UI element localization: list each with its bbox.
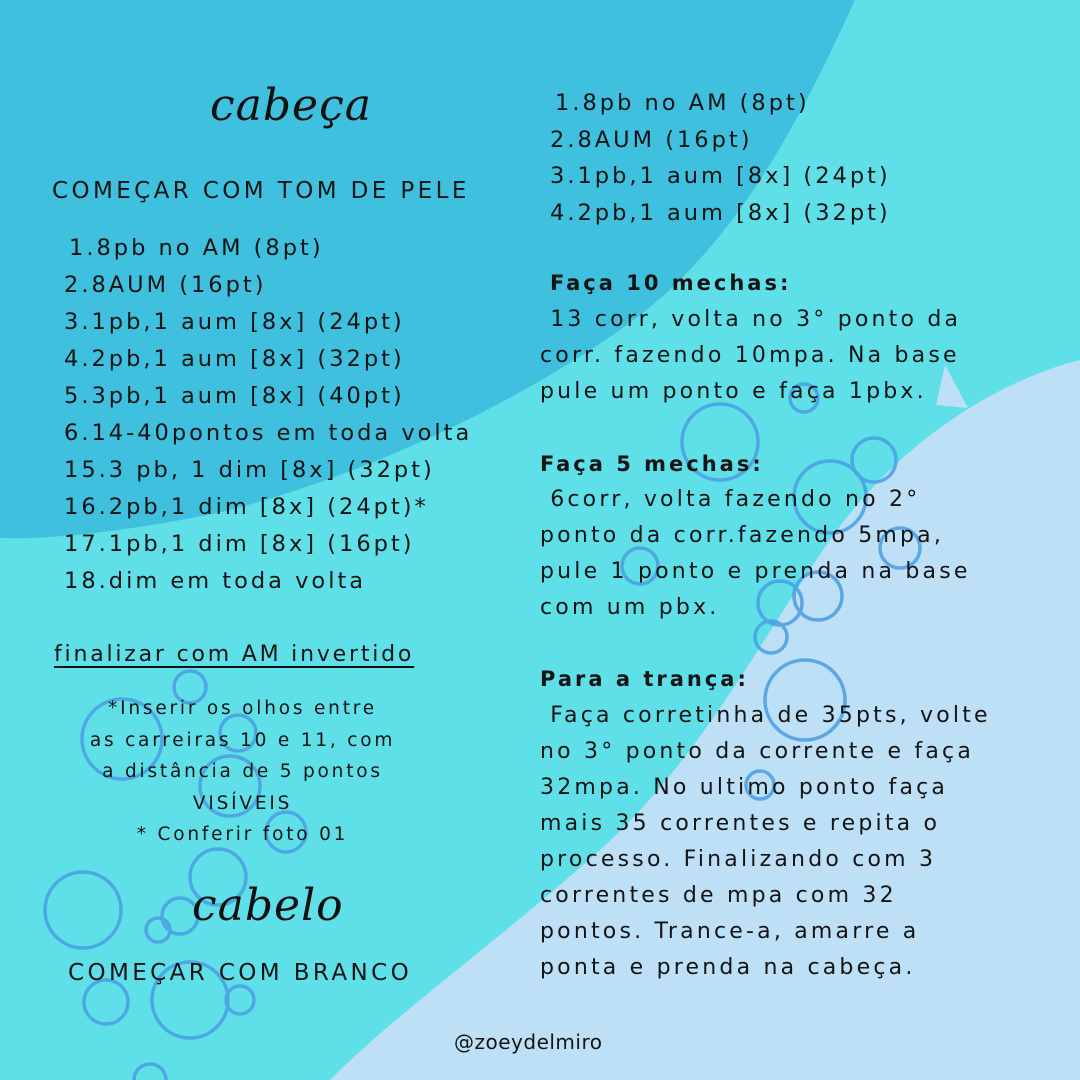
list-item: 15.3 pb, 1 dim [8x] (32pt) — [64, 457, 435, 483]
author-handle: @zoeydelmiro — [454, 1030, 603, 1054]
head-start-instruction: COMEÇAR COM TOM DE PELE — [52, 178, 470, 204]
list-item: 1.8pb no AM (8pt) — [555, 90, 810, 116]
text-line: corr. fazendo 10mpa. Na base — [540, 343, 960, 368]
list-item: 4.2pb,1 aum [8x] (32pt) — [64, 346, 405, 372]
text-line: com um pbx. — [540, 595, 720, 620]
note-line: a distância de 5 pontos — [102, 761, 383, 782]
hair-rounds-list — [550, 85, 891, 231]
list-item: 16.2pb,1 dim [8x] (24pt)* — [64, 494, 429, 520]
bubble — [226, 986, 254, 1014]
text-line: 13 corr, volta no 3° ponto da — [540, 307, 962, 332]
list-item: 1.8pb no AM (8pt) — [69, 235, 324, 261]
text-line: mais 35 correntes e repita o — [540, 811, 941, 836]
eyes-note — [60, 693, 425, 851]
note-line: VISÍVEIS — [192, 792, 293, 814]
ten-strands-instructions — [540, 302, 961, 410]
finish-instruction: finalizar com AM invertido — [54, 642, 415, 667]
bubble — [45, 872, 121, 948]
note-line: * Conferir foto 01 — [136, 824, 349, 845]
five-strands-instructions — [540, 482, 971, 626]
text-line: pontos. Trance-a, amarre a — [540, 919, 920, 944]
list-item: 2.8AUM (16pt) — [64, 272, 267, 298]
text-line: processo. Finalizando com 3 — [540, 847, 937, 872]
head-section-title: cabeça — [210, 80, 372, 131]
head-rounds-list — [64, 230, 472, 600]
braid-heading: Para a trança: — [540, 667, 749, 691]
list-item: 2.8AUM (16pt) — [550, 126, 753, 153]
list-item: 6.14-40pontos em toda volta — [64, 420, 473, 446]
hair-start-instruction: COMEÇAR COM BRANCO — [68, 960, 413, 986]
text-line: Faça corretinha de 35pts, volte — [540, 703, 991, 728]
bubble — [134, 1064, 166, 1080]
list-item: 18.dim em toda volta — [64, 568, 367, 594]
text-line: 32mpa. No ultimo ponto faça — [540, 775, 949, 800]
bubble — [852, 438, 896, 482]
list-item: 17.1pb,1 dim [8x] (16pt) — [64, 531, 415, 557]
hair-section-title: cabelo — [192, 880, 344, 931]
bubble — [84, 980, 128, 1024]
text-line: correntes de mpa com 32 — [540, 883, 897, 908]
text-line: ponto da corr.fazendo 5mpa, — [540, 523, 945, 548]
text-line: no 3° ponto da corrente e faça — [540, 739, 975, 764]
note-line: as carreiras 10 e 11, com — [89, 729, 396, 751]
list-item: 4.2pb,1 aum [8x] (32pt) — [550, 199, 891, 226]
list-item: 5.3pb,1 aum [8x] (40pt) — [64, 383, 405, 409]
note-line: *Inserir os olhos entre — [108, 698, 377, 719]
list-item: 3.1pb,1 aum [8x] (24pt) — [550, 163, 891, 189]
braid-instructions — [540, 698, 991, 986]
text-line: pule 1 ponto e prenda na base — [540, 559, 971, 584]
list-item: 3.1pb,1 aum [8x] (24pt) — [64, 309, 405, 335]
ten-strands-heading: Faça 10 mechas: — [550, 271, 792, 295]
text-line: pule um ponto e faça 1pbx. — [540, 379, 927, 404]
text-line: ponta e prenda na cabeça. — [540, 955, 916, 980]
five-strands-heading: Faça 5 mechas: — [540, 452, 764, 476]
text-line: 6corr, volta fazendo no 2° — [540, 487, 921, 512]
